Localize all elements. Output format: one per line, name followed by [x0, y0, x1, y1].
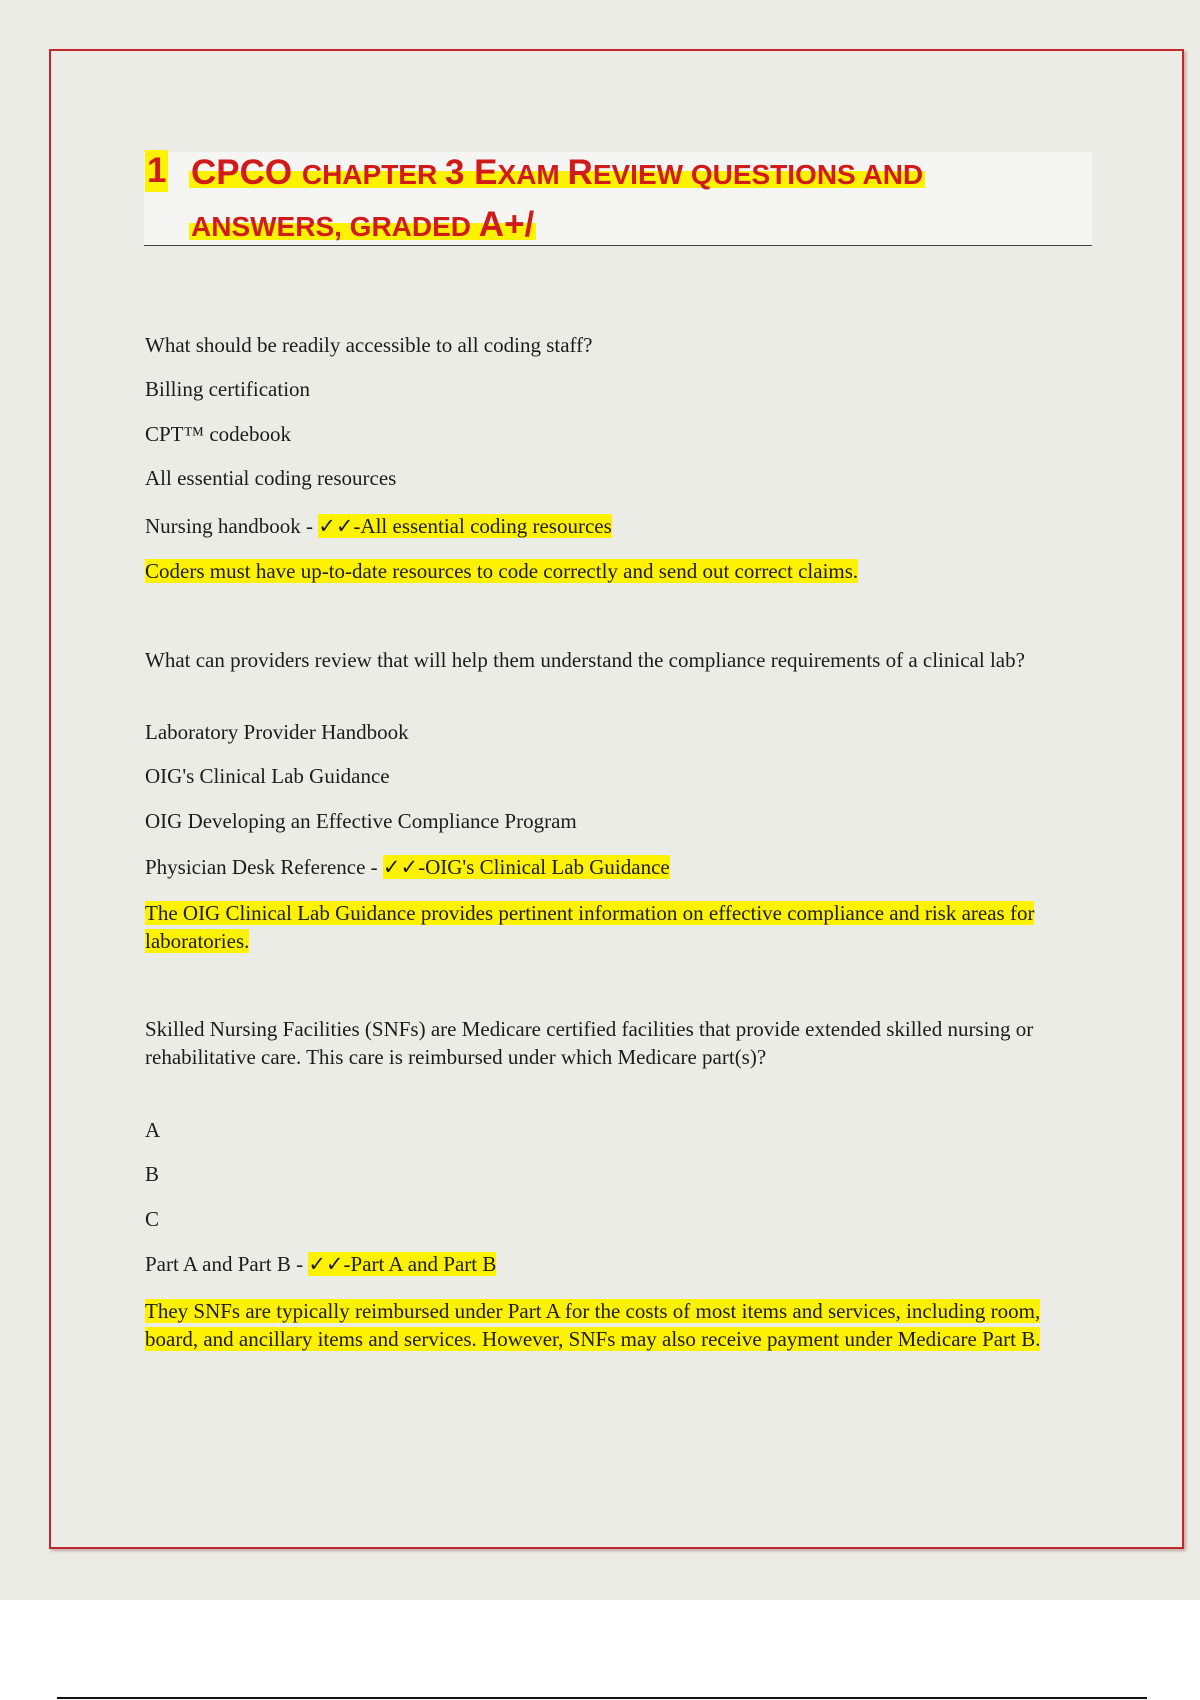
question-1-option: All essential coding resources: [145, 466, 397, 490]
question-3-text: Skilled Nursing Facilities (SNFs) are Medicare certified facilities that provide extended skilled nursing or rehabilitative care. This care is reimbursed under which Medicare part(s)?: [145, 1017, 1034, 1069]
title-part: CHAPTER: [301, 159, 445, 190]
question-3-explanation: [145, 1297, 1080, 1353]
question-2-explanation: [145, 899, 1095, 955]
title-part: CPCO: [191, 153, 302, 192]
question-2-option: Laboratory Provider Handbook: [145, 720, 409, 744]
heading-number: 1: [147, 151, 167, 190]
question-1-option: CPT™ codebook: [145, 422, 291, 446]
title-part: 3 E: [444, 153, 498, 192]
question-2-answer: ✓✓-OIG's Clinical Lab Guidance: [382, 855, 670, 879]
title-part: R: [567, 153, 593, 192]
question-3-option: B: [145, 1162, 160, 1186]
question-3-option: Part A and Part B -: [145, 1252, 309, 1276]
question-1-text: What should be readily accessible to all coding staff?: [145, 333, 593, 357]
title-part: EVIEW QUESTIONS AND ANSWERS, GRADED: [191, 159, 924, 242]
question-1-answer: ✓✓-All essential coding resources: [318, 514, 612, 538]
question-1-explanation-text: Coders must have up-to-date resources to code correctly and send out correct claims.: [145, 559, 859, 583]
question-2-explanation-text: The OIG Clinical Lab Guidance provides pertinent information on effective compliance and risk areas for laboratories.: [145, 901, 1035, 953]
question-3-answer-line: [145, 1250, 1095, 1278]
title-part: XAM: [497, 159, 568, 190]
question-2-text: What can providers review that will help them understand the compliance requirements of a clinical lab?: [145, 648, 1025, 672]
question-2-option: Physician Desk Reference -: [145, 855, 383, 879]
question-3-option: C: [145, 1207, 160, 1231]
question-2-option: OIG Developing an Effective Compliance Program: [145, 809, 577, 833]
title-part: A+/: [478, 205, 535, 244]
question-3-explanation-text: They SNFs are typically reimbursed under Part A for the costs of most items and services, including room, board, and ancillary items and services. However, SNFs may also receive payment under Medicare Part B.: [145, 1299, 1041, 1351]
question-1-option: Nursing handbook -: [145, 514, 319, 538]
question-3-option: A: [145, 1118, 161, 1142]
next-page-rule: [57, 1697, 1147, 1699]
page-title: [189, 150, 1049, 254]
question-1-explanation: [145, 557, 1095, 585]
question-1-answer-line: [145, 512, 1095, 540]
question-2-option: OIG's Clinical Lab Guidance: [145, 764, 390, 788]
question-2-answer-line: [145, 853, 1095, 881]
question-3-answer: ✓✓-Part A and Part B: [308, 1252, 497, 1276]
question-1-option: Billing certification: [145, 377, 311, 401]
